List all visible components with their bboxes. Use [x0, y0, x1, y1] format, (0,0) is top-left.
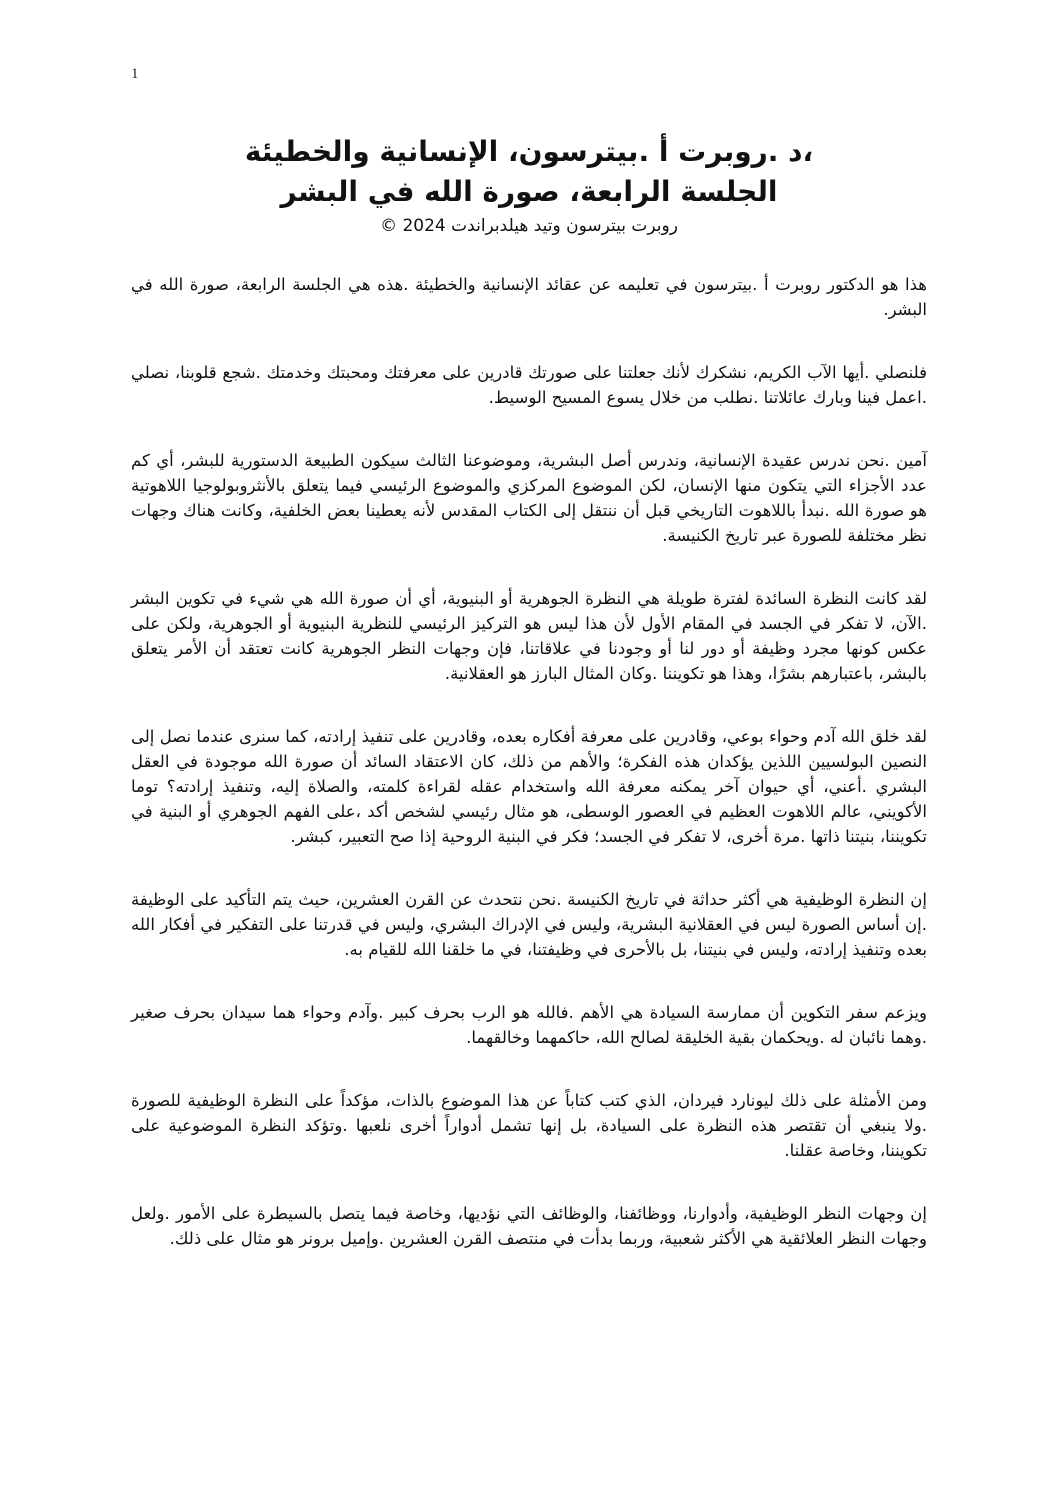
- paragraph-verduin: ومن الأمثلة على ذلك ليونارد فيردان، الذي كتب كتاباً عن هذا الموضوع بالذات، مؤكداً على النظرة الوظيفية للصورة .ولا ينبغي أن تقتصر هذه النظرة على السيادة، بل إنها تشمل أدواراً أخرى نلعبها .وتؤكد النظرة الموضوعية على تكويننا، وخاصة عقلنا.: [131, 1091, 927, 1160]
- paragraph-substantive-view: لقد كانت النظرة السائدة لفترة طويلة هي النظرة الجوهرية أو البنيوية، أي أن صورة الله هي شيء في تكوين البشر .الآن، لا تفكر في الجسد في المقام الأول لأن هذا ليس هو التركيز الرئيسي للنظرية البنيوية أو الجوهرية، ولكن على عكس كونها مجرد وظيفة أو دور لنا أو وجودنا في علاقاتنا، فإن وجهات النظر الجوهرية كانت تعتقد أن الأمر يتعلق بالبشر، باعتبارهم بشرًا، وهذا هو تكويننا .وكان المثال البارز هو العقلانية.: [131, 589, 927, 683]
- copyright-line: روبرت بيترسون وتيد هيلدبراندت 2024 ©: [380, 216, 678, 236]
- paragraph-relational-view: إن وجهات النظر الوظيفية، وأدوارنا، ووظائفنا، والوظائف التي نؤديها، وخاصة فيما يتصل بالسيطرة على الأمور .ولعل وجهات النظر العلائقية هي الأكثر شعبية، وربما بدأت في منتصف القرن العشرين .وإميل برونر هو مثال على ذلك.: [131, 1204, 927, 1248]
- paragraph-dominion: ويزعم سفر التكوين أن ممارسة السيادة هي الأهم .فالله هو الرب بحرف كبير .وآدم وحواء هما سيدان بحرف صغير .وهما نائبان له .ويحكمان بقية الخليقة لصالح الله، حاكمهما وخالقهما.: [131, 1003, 927, 1047]
- paragraph-intro: هذا هو الدكتور روبرت أ .بيترسون في تعليمه عن عقائد الإنسانية والخطيئة .هذه هي الجلسة الرابعة، صورة الله في البشر.: [131, 275, 927, 319]
- paragraph-functional-view: إن النظرة الوظيفية هي أكثر حداثة في تاريخ الكنيسة .نحن نتحدث عن القرن العشرين، حيث يتم التأكيد على الوظيفة .إن أساس الصورة ليس في العقلانية البشرية، وليس في الإدراك البشري، وليس في قدرتنا على التفكير في أفكار الله بعده وتنفيذ إرادته، وليس في بنيتنا، بل بالأحرى في وظيفتنا، في ما خلقنا الله للقيام به.: [131, 890, 927, 959]
- paragraph-topics: آمين .نحن ندرس عقيدة الإنسانية، وندرس أصل البشرية، وموضوعنا الثالث سيكون الطبيعة الدستورية للبشر، أي كم عدد الأجزاء التي يتكون منها الإنسان، لكن الموضوع المركزي والموضوع الرئيسي فيما يتعلق بالأنثروبولوجيا اللاهوتية هو صورة الله .نبدأ باللاهوت التاريخي قبل أن ننتقل إلى الكتاب المقدس لأنه يعطينا بعض الخلفية، وكانت هناك وجهات نظر مختلفة للصورة عبر تاريخ الكنيسة.: [131, 451, 927, 545]
- document-title-line-2: الجلسة الرابعة، صورة الله في البشر: [280, 175, 778, 208]
- page-number: 1: [131, 66, 139, 82]
- paragraph-aquinas: لقد خلق الله آدم وحواء بوعي، وقادرين على معرفة أفكاره بعده، وقادرين على تنفيذ إرادته، كما سنرى عندما نصل إلى النصين البولسيين اللذين يؤكدان هذه الفكرة؛ والأهم من ذلك، كان الاعتقاد السائد أن صورة الله موجودة في العقل البشري .أعني، أي حيوان آخر يمكنه معرفة الله واستخدام عقله لقراءة كلمته، والصلاة إليه، وتنفيذ إرادته؟ توما الأكويني، عالم اللاهوت العظيم في العصور الوسطى، هو مثال رئيسي لشخص أكد ،على الفهم الجوهري أو البنية في تكويننا، بنيتنا ذاتها .مرة أخرى، لا تفكر في الجسد؛ فكر في البنية الروحية إذا صح التعبير، كبشر.: [131, 727, 927, 846]
- document-header: [131, 132, 927, 238]
- document-body: [131, 272, 927, 1289]
- paragraph-prayer: فلنصلي .أيها الآب الكريم، نشكرك لأنك جعلتنا على صورتك قادرين على معرفتك ومحبتك وخدمتك .شجع قلوبنا، نصلي .اعمل فينا وبارك عائلاتنا .نطلب من خلال يسوع المسيح الوسيط.: [131, 363, 927, 407]
- document-title-line-1: ،د .روبرت أ .بيترسون، الإنسانية والخطيئة: [244, 135, 814, 168]
